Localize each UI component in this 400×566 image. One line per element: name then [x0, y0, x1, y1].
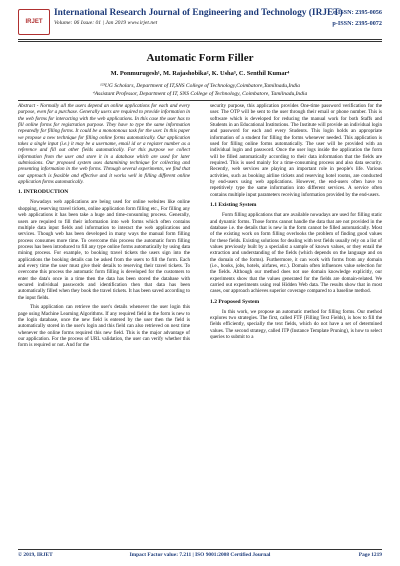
footer-iso: ISO 9001:2008 Certified Journal — [195, 552, 271, 558]
left-column — [18, 103, 190, 352]
proposed-system-paragraph: In this work, we propose an automatic method for filling forms. Our method explores two strategies. The first, called FTF (Filling Text Fields), is how to fill the fields efficiently, specially the text fields, which do not have a set of determined values. The second strategy, called ITP (Instance Template Pruning), is how to select queries to submit to a — [210, 308, 382, 340]
footer-center — [18, 552, 382, 558]
footer-copyright: © 2019, IRJET — [18, 552, 53, 558]
title-block-rule — [18, 100, 382, 101]
paper-title: Automatic Form Filler — [146, 52, 254, 64]
footer-impact-factor: Impact Factor value: 7.211 — [129, 552, 192, 558]
affiliation-professor: ⁴Assistant Professor, Department of IT, SNS College of Technology, Coimbatore, Tamilnadu,India — [92, 91, 308, 97]
journal-name: International Research Journal of Engineering and Technology (IRJET) — [54, 8, 343, 18]
abstract: Abstract - Normally all the users depend an online applications for each and every purpose, even for a purchase. Generally users are required to provide information in the web forms for interacting with the web applications. In this case the user has to fill online forms for registration purpose. They have to type the same information repeatedly for filling forms. It could be a monotonous task for the user. In this paper we propose a new technique for filling online forms automatically. Our application takes a single input (i.e.) it may be a username, email id or a register number as a reference and fill out other fields automatically. For this purpose we collect information from the user and store it in a database which are used for later submissions. Our proposed system uses datamining technique for collecting and presenting information in the web forms. Through several experiments, we find that our approach is feasible and effective and it works well in filling different online application forms automatically. — [18, 103, 190, 186]
footer-page-number: Page 1219 — [358, 552, 382, 558]
e-issn: e-ISSN: 2395-0056 — [333, 9, 382, 16]
header-rule — [18, 39, 382, 40]
right-column — [210, 103, 382, 344]
p-issn: p-ISSN: 2395-0072 — [332, 20, 382, 27]
introduction-paragraph-1: Nowadays web applications are being used for online websites like online shopping, reserving travel tickets, online application form filling etc., For filling any web applications it has been take a huge and time-consuming process. Generally, users are required to fill their information into web forms which often contains multiple data input fields and information to interact the web applications and services. Though web has been developed in many ways the manual form filling process consumes more time. To overcome this process the automatic form filling process has been introduced to fill any type online forms automatically by using data mining process. For example, to booking travel tickets the users sign into the applications the booking details can be asked from the users to fill the form. Each and every time the user must give their details to reserving their travel tickets. To overcome this process the automatic form filling is developed for the customers to enter the data's once in a time then the data has been stored the database with secured individual passwords and identification then that data has been automatically filled when they book the travel tickets. It has been saved according to the input fields. — [18, 199, 190, 301]
introduction-continued: security purpose, this application provides One-time password verification for the user. The OTP will be sent to the user through their email or phone number. This is software which is developed for reducing the manual work for both Staffs and Students in an Educational Institutions. The Institute will provide an individual login and password for each and every Students. This login holds an appropriate information of a student for filling the forms whenever needed. This application is used for filling online forms automatically. The user will be provided with an individual login and password. Once the user logs inside the application the form will be filled automatically according to their data information that the fields are required. This is used mainly for a time-consuming process and also data security. Recently, web services are playing an important role in people's life. Various activities, such as booking airline tickets and reserving hotel rooms, are conducted by end-users using web applications. However, the end-users often have to repetitively type the same information into different services. A service often contains multiple input parameters receiving information provided by the end-users. — [210, 103, 382, 198]
journal-header — [18, 8, 382, 38]
heading-existing-system: 1.1 Existing System — [210, 202, 257, 209]
heading-proposed-system: 1.2 Proposed System — [210, 298, 260, 305]
affiliation-students: ¹²³UG Scholars, Department of IT,SNS College of Technology,Coimbatore,Tamilnadu,India — [99, 83, 301, 89]
heading-introduction: 1. INTRODUCTION — [18, 189, 69, 196]
introduction-paragraph-2: This application can retrieve the user's details whenever the user login this page using Machine Learning Algorithms. If any required field in the form is new to the login database, once the new field is entered by the user then the field is automatically stored in the user's login and this field can also retrieved on next time whenever the online forms required this new field. This is the major advantage of our application. For the process of URL validation, the user can verify whether this form is required or not. And for the — [18, 304, 190, 349]
existing-system-paragraph: Form filling applications that are available nowadays are used for filling static and dynamic forms. Those forms cannot handle the data that are not provided in the database i.e. the details that is new in the form cannot be filled automatically. Most of the existing work on form filling overlooks the problem of finding good values for these fields. Existing solutions for dealing with text fields usually rely on a list of values previously built by a specialist a sample of known values, or they entail the extraction and understanding of the fields (which depends on the language and on the domain of the forms). Furthermore, it can work with forms from any domain (i.e., books, jobs, hotels, airfares, etc.). Domain often influences value selection for the fields. Although our method does not use domain knowledge explicitly, our experiments show that the values generated for the fields are domain-related. We carried out experiments using real Hidden Web data. The results show that in most cases, our approach achieves superior coverage compared to a baseline method. — [210, 212, 382, 295]
journal-footer — [18, 552, 382, 560]
journal-volume-issue: Volume: 06 Issue: 01 | Jan 2019 www.irjet.net — [54, 20, 158, 26]
footer-rule — [18, 549, 382, 550]
footer-separator: | — [192, 552, 196, 558]
header-rule-secondary — [18, 41, 382, 42]
paper-authors: M. Ponmurugesh¹, M. Rajashobika², K. Usha³, C. Senthil Kumar⁴ — [110, 70, 290, 77]
journal-logo: IRJET — [18, 9, 50, 35]
